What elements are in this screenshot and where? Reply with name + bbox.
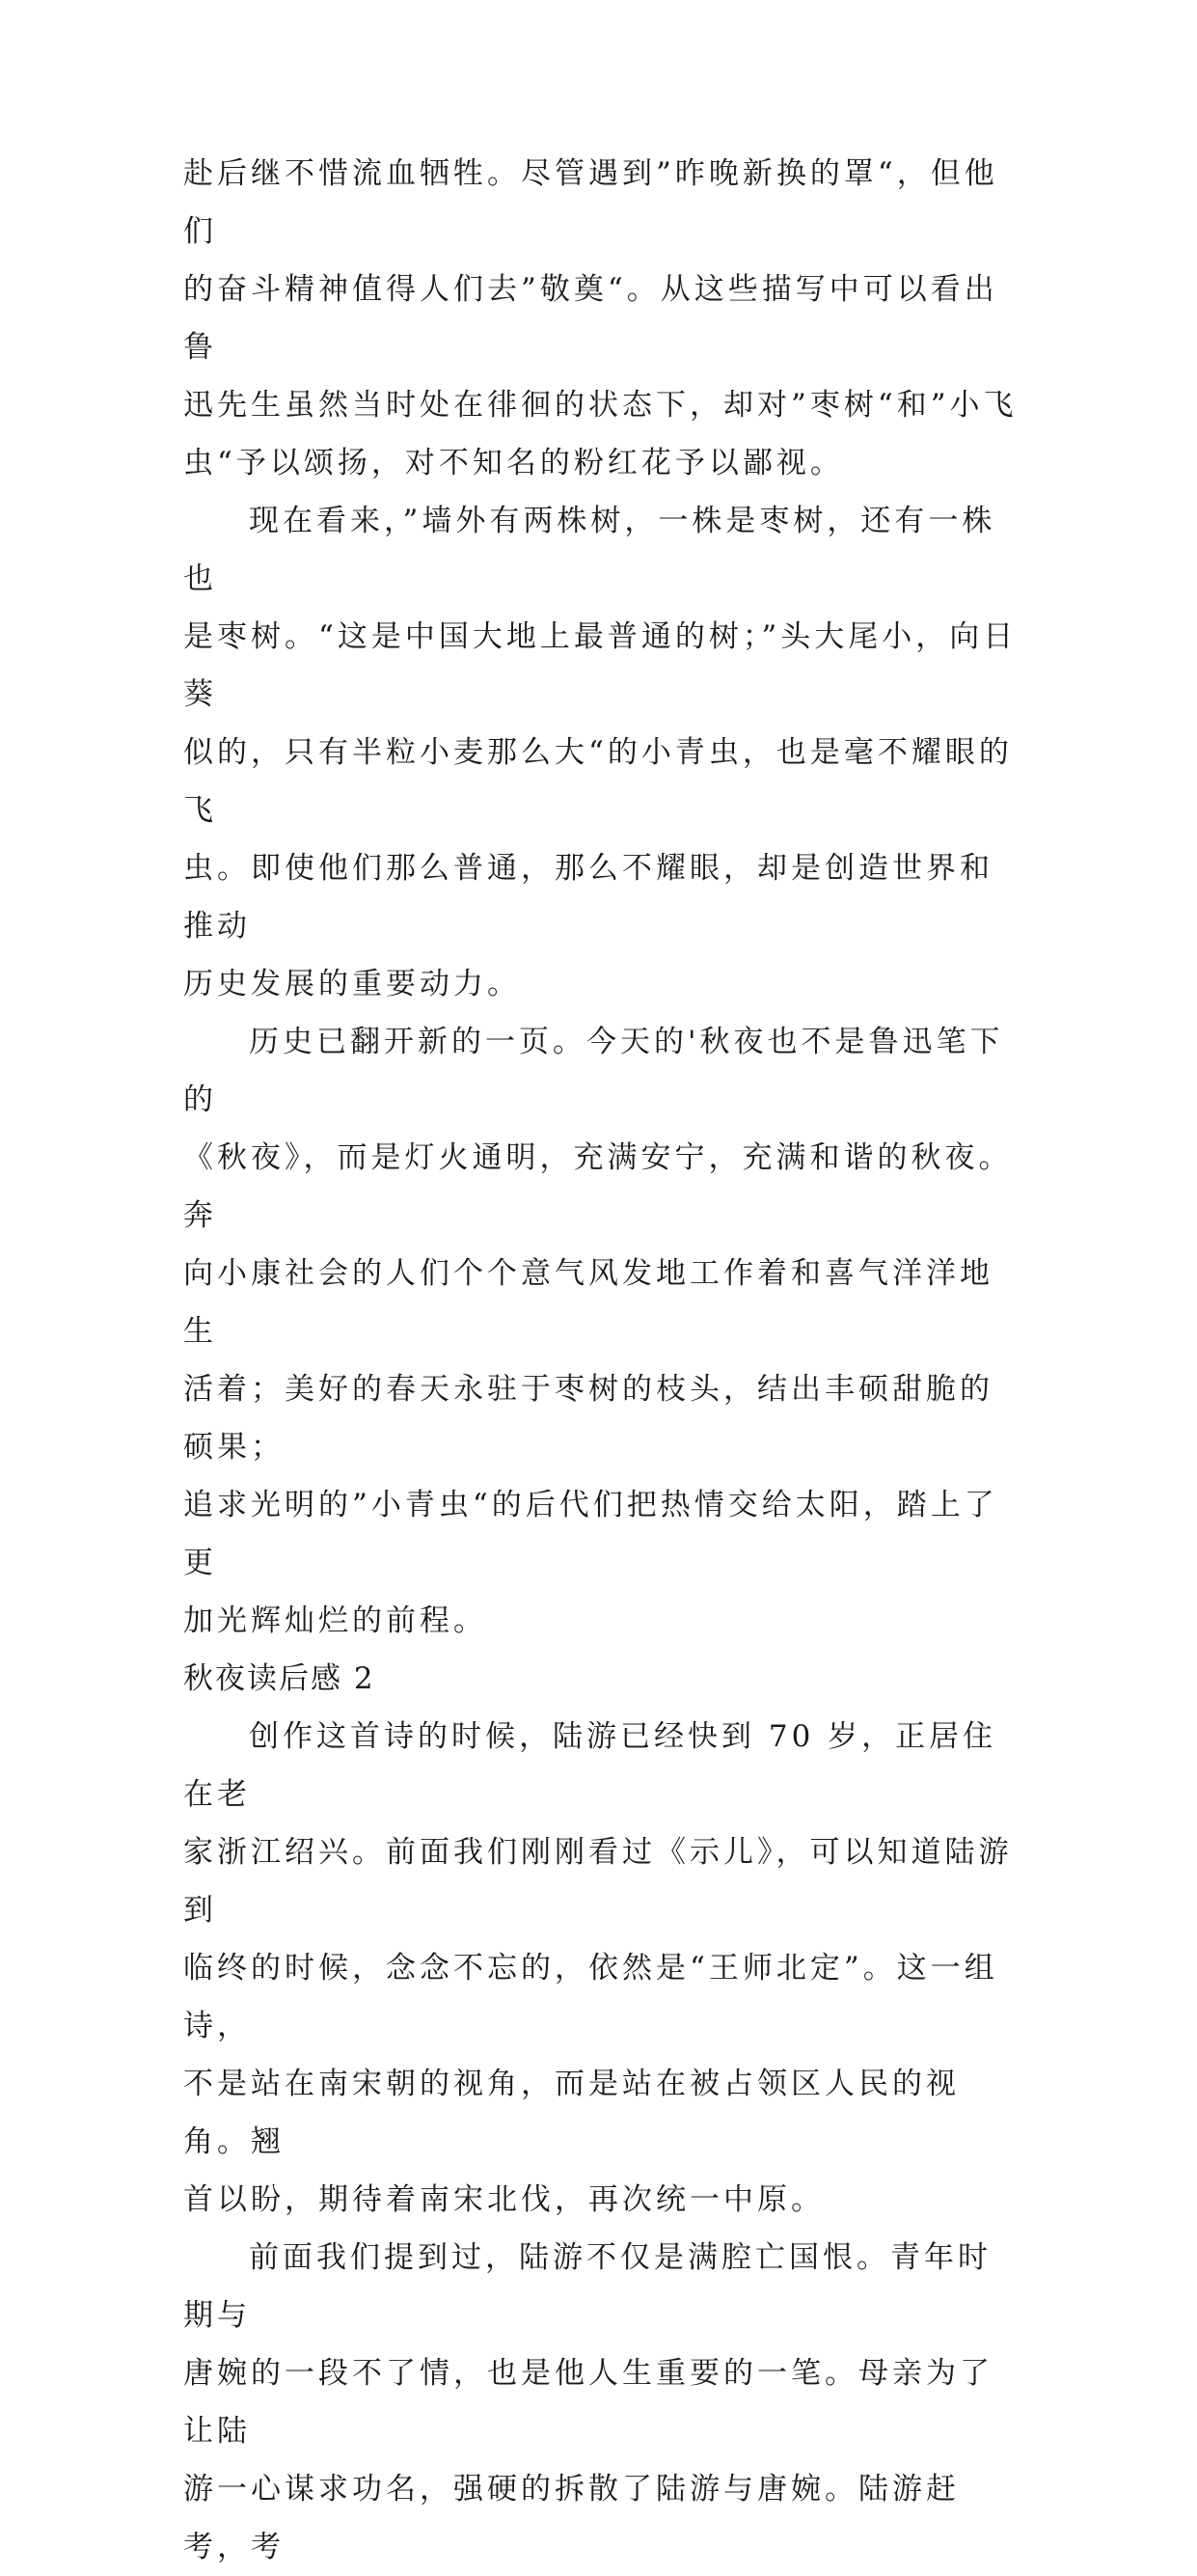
paragraph: 历史已翻开新的一页。今天的'秋夜也不是鲁迅笔下的 《秋夜》，而是灯火通明，充满安宁，充满和谐的秋夜。奔 向小康社会的人们个个意气风发地工作着和喜气洋洋地生 活着；美好的春天永驻于枣树的枝头，结出丰硕甜脆的硕果； 追求光明的”小青虫“的后代们把热情交给太阳，踏上了更 加光辉灿烂的前程。 — [183, 1025, 1013, 1638]
paragraph: 赴后继不惜流血牺牲。尽管遇到”昨晚新换的罩“，但他们 的奋斗精神值得人们去”敬奠“。从这些描写中可以看出鲁 迅先生虽然当时处在徘徊的状态下，却对”枣树“和”小飞 虫“予以颂扬，对不知名的粉红花予以鄙视。 — [183, 156, 1018, 480]
paragraph: 前面我们提到过，陆游不仅是满腔亡国恨。青年时期与 唐婉的一段不了情，也是他人生重要的一笔。母亲为了让陆 游一心谋求功名，强硬的拆散了陆游与唐婉。陆游赶考，考 — [183, 2240, 993, 2564]
document-body — [183, 145, 1022, 2576]
section-heading: 秋夜读后感 2 — [183, 1661, 375, 1696]
paragraph: 创作这首诗的时候，陆游已经快到 70 岁，正居住在老 家浙江绍兴。前面我们刚刚看过《示儿》，可以知道陆游到 临终的时候，念念不忘的，依然是“王师北定”。这一组诗， 不是站在南宋朝的视角，而是站在被占领区人民的视角。翘 首以盼，期待着南宋北伐，再次统一中原。 — [183, 1719, 1013, 2217]
paragraph: 现在看来，”墙外有两株树，一株是枣树，还有一株也 是枣树。“这是中国大地上最普通的树；”头大尾小，向日葵 似的，只有半粒小麦那么大“的小青虫，也是毫不耀眼的飞 虫。即使他们那么普通，那么不耀眼，却是创造世界和推动 历史发展的重要动力。 — [183, 504, 1018, 1001]
